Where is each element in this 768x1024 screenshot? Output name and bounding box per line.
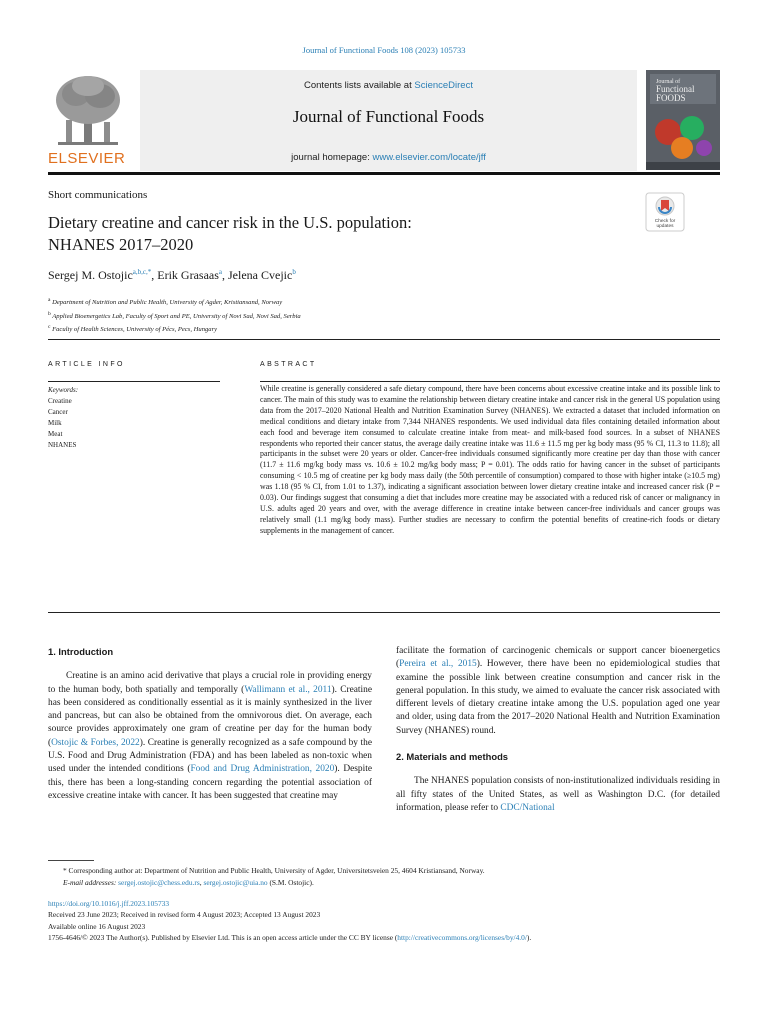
affiliation-marker: b bbox=[48, 310, 51, 317]
affiliation-text: Faculty of Health Sciences, University of Pécs, Pecs, Hungary bbox=[52, 326, 218, 334]
author-affiliation-marker[interactable]: a,b,c,* bbox=[132, 268, 152, 276]
journal-cover-image[interactable] bbox=[646, 70, 720, 170]
author-name[interactable]: Jelena Cvejic bbox=[228, 268, 293, 282]
author-list bbox=[48, 268, 296, 283]
affiliation-marker: a bbox=[48, 297, 51, 303]
citation-link[interactable]: Wallimann et al., 2011 bbox=[244, 684, 332, 695]
keyword-item: Cancer bbox=[48, 408, 68, 416]
doi-link[interactable]: https://doi.org/10.1016/j.jff.2023.105733 bbox=[48, 899, 170, 908]
email-link[interactable]: sergej.ostojic@uia.no bbox=[203, 878, 268, 887]
keyword-item: Creatine bbox=[48, 397, 72, 405]
introduction-paragraph-continued bbox=[396, 645, 720, 738]
affiliations bbox=[48, 295, 301, 336]
contents-line bbox=[140, 80, 637, 91]
text-run: facilitate the formation of carcinogenic chemicals or support cancer bioenergetics ( bbox=[396, 646, 720, 670]
article-title-line-2: NHANES 2017–2020 bbox=[48, 235, 194, 254]
sciencedirect-link[interactable]: ScienceDirect bbox=[414, 80, 473, 91]
license-text-end: ). bbox=[526, 932, 532, 942]
methods-paragraph bbox=[396, 775, 720, 815]
check-for-updates-badge[interactable] bbox=[645, 192, 685, 232]
author-name[interactable]: Sergej M. Ostojic bbox=[48, 268, 133, 282]
methods-heading: 2. Materials and methods bbox=[396, 751, 509, 763]
license-text: 1756-4646/© 2023 The Author(s). Published by Elsevier Ltd. This is an open access article under the CC BY license ( bbox=[48, 932, 398, 942]
footnotes bbox=[48, 865, 728, 889]
author-name[interactable]: Erik Grasaas bbox=[157, 268, 219, 282]
keyword-item: NHANES bbox=[48, 441, 77, 449]
text-run: The NHANES population consists of non-institutionalized individuals residing in all fifty states of the United States, as well as Washington D.C. (for detailed information, please refer to bbox=[396, 776, 720, 813]
keywords-label: Keywords: bbox=[48, 386, 79, 394]
check-updates-text-2: updates bbox=[656, 224, 674, 229]
online-date: Available online 16 August 2023 bbox=[48, 921, 146, 931]
license-link[interactable]: http://creativecommons.org/licenses/by/4.0/ bbox=[397, 932, 527, 942]
text-run: ). However, there have been no epidemiological studies that examine the possible link between creatine consumption and cancer risk in the general population. In this study, we aimed to evaluate the cancer risk associated with different levels of dietary creatine intake among the U.S. population aged one year and older, using data from the 2017–2020 National Health and Nutrition Examination Survey (NHANES) round. bbox=[396, 659, 720, 736]
affiliation-item bbox=[48, 295, 301, 309]
introduction-heading: 1. Introduction bbox=[48, 646, 114, 657]
article-info-heading: ARTICLE INFO bbox=[48, 361, 125, 368]
introduction-paragraph bbox=[48, 670, 372, 803]
email-label: E-mail addresses: bbox=[63, 878, 119, 887]
journal-band bbox=[140, 70, 637, 171]
article-type: Short communications bbox=[48, 189, 148, 201]
affiliation-item bbox=[48, 309, 301, 323]
footnote-rule bbox=[48, 860, 94, 861]
text-run: ). Despite this, there has been a long-standing concern regarding the potential association of excessive creatine intake with cancer. It has been suggested that creatine may bbox=[48, 764, 372, 801]
masthead-rule bbox=[48, 172, 720, 175]
homepage-line bbox=[140, 152, 637, 163]
affiliation-text: Applied Bioenergetics Lab, Faculty of Sport and PE, University of Novi Sad, Novi Sad, Serbia bbox=[52, 312, 301, 320]
affiliation-text: Department of Nutrition and Public Health, University of Agder, Kristiansand, Norway bbox=[52, 299, 283, 307]
text-run: ). Creatine has been considered as conditionally essential as it is mainly synthesized in the liver and pancreas, but can also be obtained from the omnivorous diet. On average, each source provides approximately one gram of creatine per day for the human body ( bbox=[48, 684, 372, 748]
email-separator: , bbox=[199, 878, 204, 887]
elsevier-wordmark: ELSEVIER bbox=[48, 150, 126, 167]
journal-masthead bbox=[48, 70, 720, 171]
body-column-right bbox=[396, 645, 720, 815]
journal-citation-link[interactable]: Journal of Functional Foods 108 (2023) 105733 bbox=[302, 45, 466, 55]
section-divider bbox=[48, 339, 720, 340]
journal-title: Journal of Functional Foods bbox=[292, 107, 485, 126]
article-title bbox=[48, 212, 608, 256]
affiliation-marker: c bbox=[48, 324, 51, 331]
cover-title-1: Journal of bbox=[656, 79, 681, 85]
text-run: Creatine is an amino acid derivative that plays a crucial role in providing energy to the human body, both spatially and temporally ( bbox=[48, 671, 372, 695]
author-separator: , bbox=[151, 268, 158, 282]
check-updates-text-1: Check for bbox=[654, 219, 676, 224]
affiliation-item bbox=[48, 322, 301, 336]
homepage-prefix: journal homepage: bbox=[291, 152, 373, 163]
body-column-left bbox=[48, 645, 372, 803]
abstract-text: While creatine is generally considered a safe dietary compound, there have been concerns about excessive creatine intake and its possible link to cancer. The main of this study was to examine the relationship between dietary creatine intake and cancer risk in the general US population using data from the 2017–2020 National Health and Nutrition Examination Survey (NHANES). We extracted a dataset that included information on medical conditions and dietary intake from 7,344 NHANES respondents. We used individual data files containing detailed information about each food and beverage item consumed to calculate creatine intake from meat- and milk-based food sources. In a subset of NHANES respondents who reported their cancer status, the average daily creatine intake was 11.6 ± 11.5 mg per kg body mass (95 % CI, 11.3 to 11.8); all participants in the subset were 20 years or older. Cancer-free individuals consumed significantly more creatine per day than those with cancer (11.7 ± 11.6 mg/kg body mass vs. 10.6 ± 10.2 mg/kg body mass; P = 0.01). The odds ratio for having cancer in the subset of participants consuming < 10.5 mg of creatine per kg body mass daily (the 50th percentile of consumption) compared to those with higher intake (≥10.5 mg) was 1.18 (95 % CI, from 1.01 to 1.37), indicating a significant association between lower dietary creatine intake and increased cancer risk (P = 0.03). Our findings suggest that consuming a diet that includes more creatine may be associated with a reduced risk of cancer or malignancy in U.S. adults aged 20 years and over, with the average difference in creatine intake between cancer-free individuals and cancer groups was relatively small (1.1 mg/kg body mass). Further studies are necessary to confirm the potential benefits of creatine-rich foods or dietary supplements in the management of cancer. bbox=[260, 384, 720, 535]
article-title-line-1: Dietary creatine and cancer risk in the U.S. population: bbox=[48, 213, 412, 232]
cover-title-2: Functional bbox=[656, 84, 695, 94]
corresponding-author-note: * Corresponding author at: Department of Nutrition and Public Health, University of Agder, Universitetsveien 25, 4604 Kristiansand, Norway. bbox=[63, 866, 485, 875]
citation-link[interactable]: Ostojic & Forbes, 2022 bbox=[51, 737, 140, 748]
license-line bbox=[48, 932, 728, 943]
article-info-rule bbox=[48, 381, 220, 382]
abstract-heading: ABSTRACT bbox=[260, 361, 317, 368]
keyword-item: Meat bbox=[48, 430, 63, 438]
email-suffix: (S.M. Ostojic). bbox=[267, 878, 314, 887]
author-separator: , bbox=[222, 268, 228, 282]
keywords-block bbox=[48, 385, 78, 451]
email-link[interactable]: sergej.ostojic@chess.edu.rs bbox=[118, 878, 200, 887]
citation-link[interactable]: CDC/National bbox=[500, 802, 555, 813]
contents-prefix: Contents lists available at bbox=[304, 80, 415, 91]
citation-link[interactable]: Pereira et al., 2015 bbox=[399, 659, 477, 670]
received-dates: Received 23 June 2023; Received in revised form 4 August 2023; Accepted 13 August 2023 bbox=[48, 910, 321, 920]
author-affiliation-marker[interactable]: a bbox=[218, 268, 222, 276]
email-note bbox=[48, 877, 728, 889]
publication-info bbox=[48, 898, 728, 943]
keyword-item: Milk bbox=[48, 419, 62, 427]
citation-link[interactable]: Food and Drug Administration, 2020 bbox=[190, 764, 335, 775]
cover-title-3: FOODS bbox=[656, 93, 686, 103]
text-run: ). Creatine is generally recognized as a safe compound by the U.S. Food and Drug Administration (FDA) and has been labeled as non-toxic when used under the intended conditions ( bbox=[48, 737, 372, 775]
author-affiliation-marker[interactable]: b bbox=[292, 268, 296, 276]
homepage-link[interactable]: www.elsevier.com/locate/jff bbox=[372, 152, 486, 163]
abstract-bottom-rule bbox=[48, 612, 720, 613]
abstract-rule bbox=[260, 381, 720, 382]
